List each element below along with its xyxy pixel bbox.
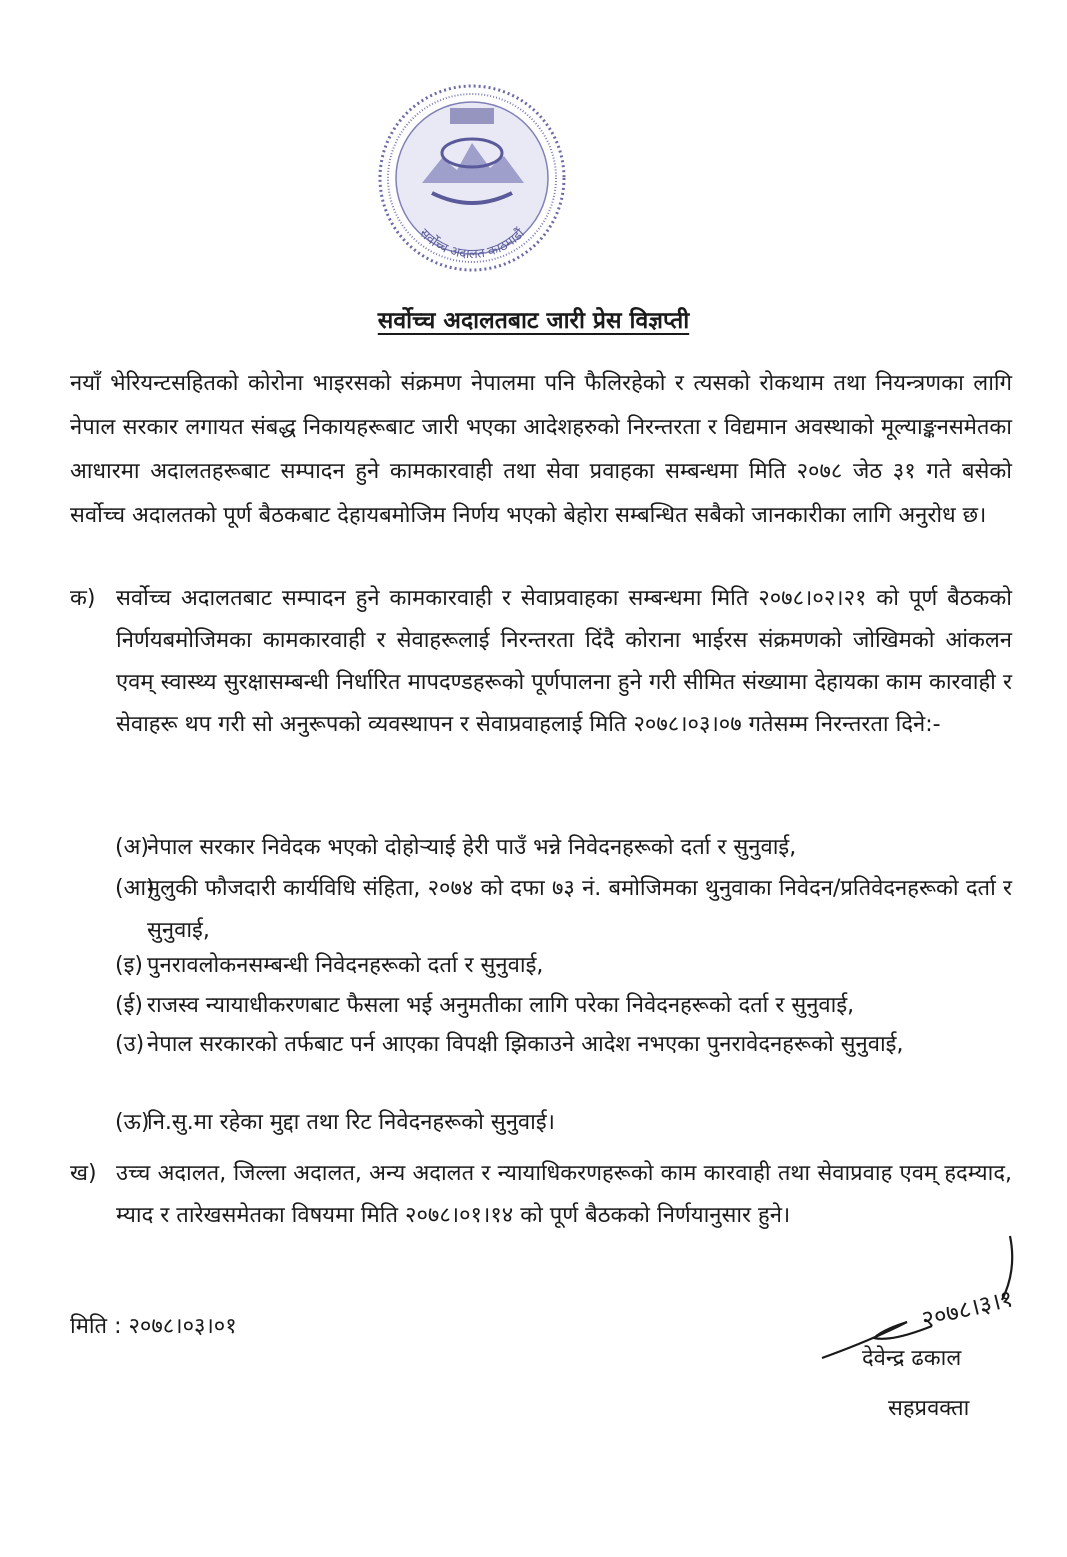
sub-item-text: नेपाल सरकार निवेदक भएको दोहोऱ्याई हेरी पाउँ भन्ने निवेदनहरूको दर्ता र सुनुवाई, [147, 835, 797, 860]
sub-item [115, 868, 1012, 952]
sub-item-text: पुनरावलोकनसम्बन्धी निवेदनहरूको दर्ता र सुनुवाई, [147, 953, 544, 978]
item-ka-text: सर्वोच्च अदालतबाट सम्पादन हुने कामकारवाही र सेवाप्रवाहका सम्बन्धमा मिति २०७८।०२।२१ को पूर्ण बैठकको निर्णयबमोजिमका कामकारवाही र सेवाहरूलाई निरन्तरता दिंदै कोराना भाईरस संक्रमणको जोखिमको आंकलन एवम् स्वास्थ्य सुरक्षासम्बन्धी निर्धारित मापदण्डहरूको पूर्णपालना हुने गरी सीमित संख्यामा देहायका काम कारवाही र सेवाहरू थप गरी सो अनुरूपको व्यवस्थापन र सेवाप्रवाहलाई मिति २०७८।०३।०७ गतेसम्म निरन्तरता दिने:- [116, 586, 1012, 737]
court-seal-icon [372, 78, 572, 278]
intro-paragraph: नयाँ भेरियन्टसहितको कोरोना भाइरसको संक्रमण नेपालमा पनि फैलिरहेको र त्यसको रोकथाम तथा नियन्त्रणका लागि नेपाल सरकार लगायत संबद्ध निकायहरूबाट जारी भएका आदेशहरुको निरन्तरता र विद्यमान अवस्थाको मूल्याङ्कनसमेतका आधारमा अदालतहरूबाट सम्पादन हुने कामकारवाही तथा सेवा प्रवाहका सम्बन्धमा मिति २०७८ जेठ ३१ गते बसेको सर्वोच्च अदालतको पूर्ण बैठकबाट देहायबमोजिम निर्णय भएको बेहोरा सम्बन्धित सबैको जानकारीका लागि अनुरोध छ। [70, 371, 1012, 528]
sub-item [115, 827, 1012, 869]
sub-item-marker: (अ) [115, 835, 149, 860]
signer-name: देवेन्द्र ढकाल [862, 1346, 962, 1371]
sub-item-text: राजस्व न्यायाधीकरणबाट फैसला भई अनुमतीका लागि परेका निवेदनहरूको दर्ता र सुनुवाई, [147, 993, 855, 1018]
sub-item-marker: (ऊ) [115, 1110, 150, 1135]
sub-item-text: मुलुकी फौजदारी कार्यविधि संहिता, २०७४ को दफा ७३ नं. बमोजिमका थुनुवाका निवेदन/प्रतिवेदनहरूको दर्ता र सुनुवाई, [147, 876, 1012, 943]
sub-item-marker: (उ) [115, 1032, 145, 1057]
sub-item-text: नि.सु.मा रहेका मुद्दा तथा रिट निवेदनहरूको सुनुवाई। [147, 1110, 555, 1135]
sub-item-marker: (आ) [115, 876, 155, 901]
sub-item-marker: (ई) [115, 993, 143, 1018]
sub-item [115, 1102, 1012, 1144]
item-kha-marker: ख) [70, 1161, 97, 1186]
document-title: सर्वोच्च अदालतबाट जारी प्रेस विज्ञप्ती [377, 308, 690, 334]
item-kha [70, 1153, 1012, 1237]
sub-item-marker: (इ) [115, 953, 143, 978]
sub-item [115, 985, 1012, 1027]
sub-item-text: नेपाल सरकारको तर्फबाट पर्न आएका विपक्षी झिकाउने आदेश नभएका पुनरावेदनहरूको सुनुवाई, [147, 1032, 904, 1057]
item-kha-text: उच्च अदालत, जिल्ला अदालत, अन्य अदालत र न्यायाधिकरणहरूको काम कारवाही तथा सेवाप्रवाह एवम् हदम्याद, म्याद र तारेखसमेतका विषयमा मिति २०७८।०१।१४ को पूर्ण बैठकको निर्णयानुसार हुने। [116, 1161, 1012, 1228]
item-ka-marker: क) [70, 586, 96, 611]
signer-role: सहप्रवक्ता [888, 1396, 970, 1421]
sub-item [115, 1024, 1012, 1066]
signature-date: २०७८।३।१ [918, 1284, 1016, 1334]
item-ka [70, 578, 1012, 746]
sub-item [115, 945, 1012, 987]
seal-text: सर्वोच्च अदालत काठमाडौं [416, 226, 528, 263]
document-date: मिति : २०७८।०३।०१ [70, 1314, 237, 1339]
